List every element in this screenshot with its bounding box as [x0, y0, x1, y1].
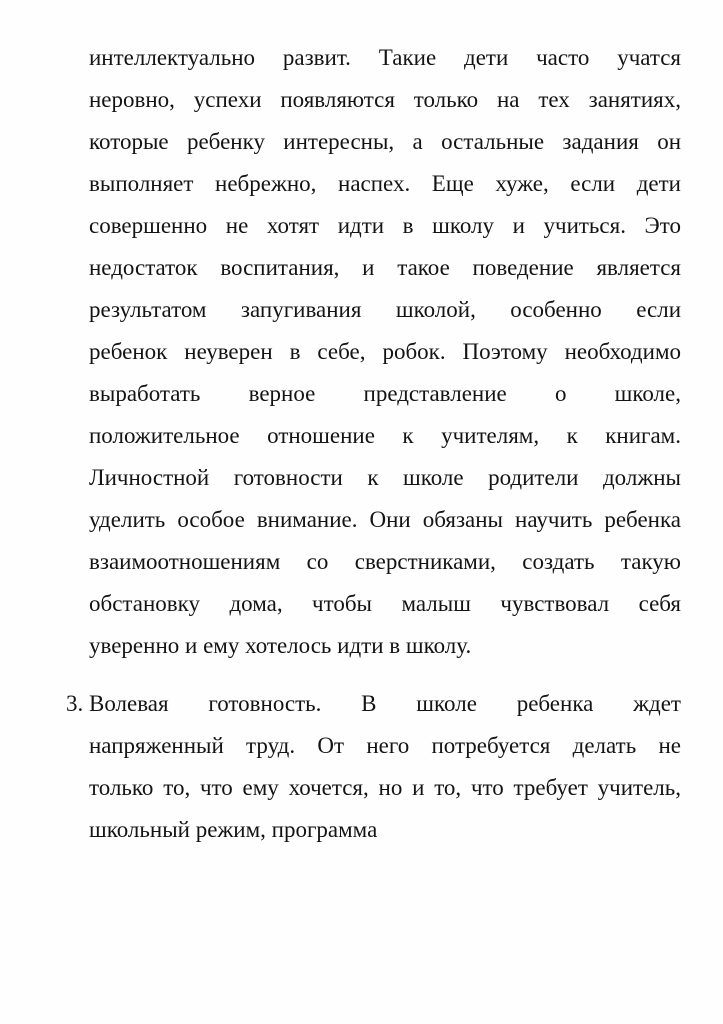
text-line: напряженный труд. От него потребуется делать не: [89, 733, 681, 758]
text-line: выработать верное представление о школе,: [89, 381, 681, 406]
text-line: только то, что ему хочется, но и то, что требует учитель,: [89, 775, 681, 800]
text-line: взаимоотношениям со сверстниками, создать такую: [89, 549, 681, 574]
text-line: совершенно не хотят идти в школу и учиться. Это: [89, 213, 681, 238]
text-line: неровно, успехи появляются только на тех занятиях,: [89, 87, 681, 112]
text-line: ребенок неуверен в себе, робок. Поэтому необходимо: [89, 339, 681, 364]
text-line: интеллектуально развит. Такие дети часто учатся: [89, 45, 681, 70]
text-line: положительное отношение к учителям, к книгам.: [89, 423, 681, 448]
list-item-number: 3.: [66, 691, 84, 716]
list-item-paragraph: [89, 683, 681, 851]
text-line-last: уверенно и ему хотелось идти в школу.: [89, 633, 472, 658]
text-line: недостаток воспитания, и такое поведение является: [89, 255, 681, 280]
paragraph-continuation: [89, 37, 681, 667]
text-line: уделить особое внимание. Они обязаны научить ребенка: [89, 507, 681, 532]
text-line-last: школьный режим, программа: [89, 817, 378, 842]
text-line: Личностной готовности к школе родители должны: [89, 465, 681, 490]
text-line: результатом запугивания школой, особенно если: [89, 297, 681, 322]
text-line: обстановку дома, чтобы малыш чувствовал себя: [89, 591, 681, 616]
text-line: выполняет небрежно, наспех. Еще хуже, если дети: [89, 171, 681, 196]
text-line: которые ребенку интересны, а остальные задания он: [89, 129, 681, 154]
text-line: Волевая готовность. В школе ребенка ждет: [89, 691, 681, 716]
